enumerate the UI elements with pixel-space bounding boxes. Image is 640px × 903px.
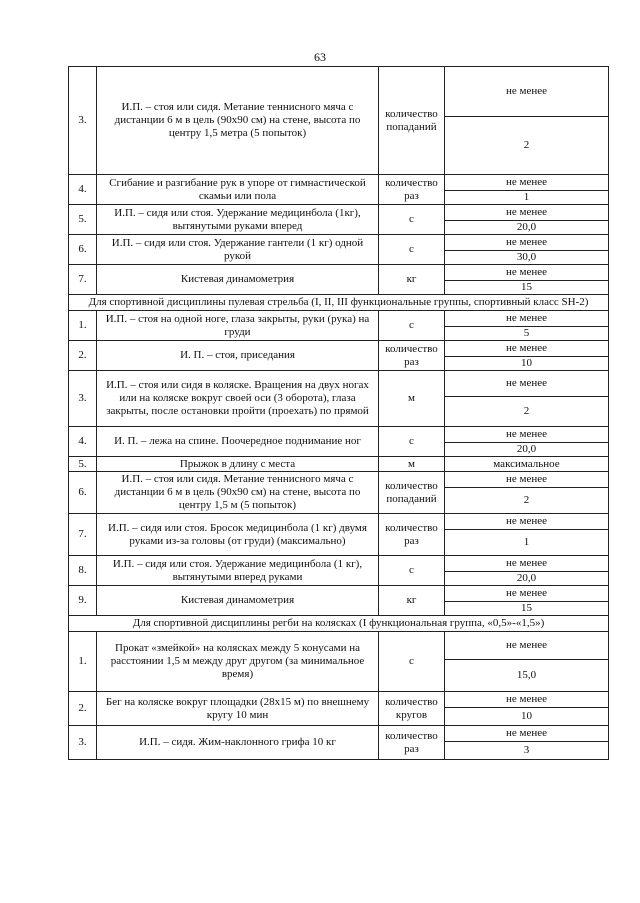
exercise-description: И. П. – стоя, приседания — [97, 341, 379, 371]
norm-cell — [445, 371, 609, 427]
norm-cell — [445, 692, 609, 726]
norm-cell — [445, 341, 609, 371]
row-number: 6. — [69, 235, 97, 265]
unit-of-measure: количество попаданий — [379, 472, 445, 514]
table-row — [69, 632, 609, 692]
norm-value: 3 — [523, 744, 530, 756]
norm-condition: не менее — [445, 67, 608, 117]
section-heading-shooting: Для спортивной дисциплины пулевая стрельба (I, II, III функциональные группы, спортивный класс SH-2) — [69, 295, 609, 311]
norm-value: 2 — [523, 139, 530, 151]
row-number: 1. — [69, 632, 97, 692]
table-row — [69, 205, 609, 235]
exercise-description: И. П. – лежа на спине. Поочередное поднимание ног — [97, 427, 379, 457]
exercise-description: И.П. – стоя или сидя. Метание теннисного мяча с дистанции 6 м в цель (90х90 см) на стене, высота по центру 1,5 метра (5 попыток) — [97, 67, 379, 175]
table-row — [69, 586, 609, 616]
norm-condition: не менее — [445, 427, 608, 443]
norm-value: 20,0 — [516, 221, 537, 233]
norm-condition: не менее — [445, 692, 608, 708]
norm-cell — [445, 472, 609, 514]
exercise-description: И.П. – стоя или сидя в коляске. Вращения на двух ногах или на коляске вокруг своей оси (3 оборота), глаза закрыты, после остановки пройти (проехать) по прямой — [97, 371, 379, 427]
norm-condition: не менее — [445, 472, 608, 488]
section-row — [69, 295, 609, 311]
table-row — [69, 175, 609, 205]
exercise-description: И.П. – стоя на одной ноге, глаза закрыты, руки (рука) на груди — [97, 311, 379, 341]
exercise-description: Прокат «змейкой» на колясках между 5 конусами на расстоянии 1,5 м между друг другом (за минимальное время) — [97, 632, 379, 692]
table-row — [69, 472, 609, 514]
section-heading-wheelchair-rugby: Для спортивной дисциплины регби на колясках (I функциональная группа, «0,5»-«1,5») — [69, 616, 609, 632]
unit-of-measure: с — [379, 311, 445, 341]
norm-value: 10 — [521, 357, 532, 369]
norm-cell — [445, 632, 609, 692]
norm-cell — [445, 235, 609, 265]
table-row — [69, 265, 609, 295]
unit-of-measure: количество раз — [379, 726, 445, 760]
table-row — [69, 427, 609, 457]
row-number: 4. — [69, 427, 97, 457]
table-row — [69, 341, 609, 371]
unit-of-measure: с — [379, 556, 445, 586]
row-number: 5. — [69, 205, 97, 235]
norm-condition: не менее — [445, 341, 608, 357]
row-number: 2. — [69, 341, 97, 371]
exercise-description: И.П. – сидя или стоя. Удержание медицинбола (1 кг), вытянутыми вперед руками — [97, 556, 379, 586]
unit-of-measure: с — [379, 205, 445, 235]
row-number: 3. — [69, 726, 97, 760]
row-number: 5. — [69, 457, 97, 472]
norm-cell — [445, 175, 609, 205]
row-number: 3. — [69, 67, 97, 175]
unit-of-measure: с — [379, 632, 445, 692]
norm-cell — [445, 311, 609, 341]
norm-condition: не менее — [445, 371, 608, 397]
norm-cell — [445, 556, 609, 586]
norm-value: 5 — [523, 327, 530, 339]
table-row — [69, 514, 609, 556]
norm-value: 1 — [523, 536, 530, 548]
table-row — [69, 67, 609, 175]
unit-of-measure: количество раз — [379, 341, 445, 371]
unit-of-measure: с — [379, 235, 445, 265]
norm-condition: не менее — [445, 556, 608, 572]
unit-of-measure: м — [379, 457, 445, 472]
table-row — [69, 726, 609, 760]
norm-value: 30,0 — [516, 251, 537, 263]
norm-condition: не менее — [445, 311, 608, 327]
norm-cell — [445, 427, 609, 457]
norm-value: 2 — [523, 494, 530, 506]
norm-condition: не менее — [445, 235, 608, 251]
norm-condition: не менее — [445, 632, 608, 660]
row-number: 4. — [69, 175, 97, 205]
norm-cell — [445, 514, 609, 556]
row-number: 2. — [69, 692, 97, 726]
page-number: 63 — [314, 50, 326, 64]
row-number: 7. — [69, 265, 97, 295]
exercise-description: И.П. – стоя или сидя. Метание теннисного мяча с дистанции 6 м в цель (90х90 см) на стене, высота по центру 1,5 м (5 попыток) — [97, 472, 379, 514]
row-number: 9. — [69, 586, 97, 616]
unit-of-measure: количество раз — [379, 514, 445, 556]
norm-value: 15 — [521, 281, 532, 293]
section-row — [69, 616, 609, 632]
norm-condition: не менее — [445, 175, 608, 191]
norm-cell — [445, 205, 609, 235]
norm-value: 20,0 — [516, 443, 537, 455]
norm-cell — [445, 265, 609, 295]
row-number: 3. — [69, 371, 97, 427]
norm-value: 10 — [521, 710, 532, 722]
table-row — [69, 692, 609, 726]
norm-value: 2 — [523, 405, 530, 417]
norm-cell — [445, 726, 609, 760]
exercise-description: И.П. – сидя. Жим-наклонного грифа 10 кг — [97, 726, 379, 760]
norm-cell — [445, 67, 609, 175]
norm-condition: не менее — [445, 205, 608, 221]
unit-of-measure: количество раз — [379, 175, 445, 205]
norms-table — [68, 66, 609, 760]
row-number: 6. — [69, 472, 97, 514]
exercise-description: И.П. – сидя или стоя. Удержание гантели (1 кг) одной рукой — [97, 235, 379, 265]
exercise-description: И.П. – сидя или стоя. Бросок медицинбола (1 кг) двумя руками из-за головы (от груди) (максимально) — [97, 514, 379, 556]
norm-condition: не менее — [445, 514, 608, 530]
norm-value: 15,0 — [516, 669, 537, 681]
norm-value: 20,0 — [516, 572, 537, 584]
unit-of-measure: количество кругов — [379, 692, 445, 726]
unit-of-measure: количество попаданий — [379, 67, 445, 175]
row-number: 7. — [69, 514, 97, 556]
norm-condition: не менее — [445, 586, 608, 602]
table-row — [69, 235, 609, 265]
table-row — [69, 556, 609, 586]
unit-of-measure: кг — [379, 265, 445, 295]
exercise-description: Бег на коляске вокруг площадки (28х15 м) по внешнему кругу 10 мин — [97, 692, 379, 726]
norm-condition: не менее — [445, 265, 608, 281]
exercise-description: Прыжок в длину с места — [97, 457, 379, 472]
unit-of-measure: кг — [379, 586, 445, 616]
unit-of-measure: м — [379, 371, 445, 427]
table-row — [69, 457, 609, 472]
exercise-description: И.П. – сидя или стоя. Удержание медицинбола (1кг), вытянутыми руками вперед — [97, 205, 379, 235]
table-row — [69, 371, 609, 427]
norm-condition: максимальное — [493, 457, 560, 470]
norm-value: 15 — [521, 602, 532, 614]
row-number: 8. — [69, 556, 97, 586]
norm-condition: не менее — [445, 726, 608, 742]
norm-cell — [445, 586, 609, 616]
row-number: 1. — [69, 311, 97, 341]
exercise-description: Сгибание и разгибание рук в упоре от гимнастической скамьи или пола — [97, 175, 379, 205]
table-row — [69, 311, 609, 341]
unit-of-measure: с — [379, 427, 445, 457]
norm-cell — [445, 457, 609, 472]
exercise-description: Кистевая динамометрия — [97, 586, 379, 616]
norm-value: 1 — [523, 191, 530, 203]
exercise-description: Кистевая динамометрия — [97, 265, 379, 295]
